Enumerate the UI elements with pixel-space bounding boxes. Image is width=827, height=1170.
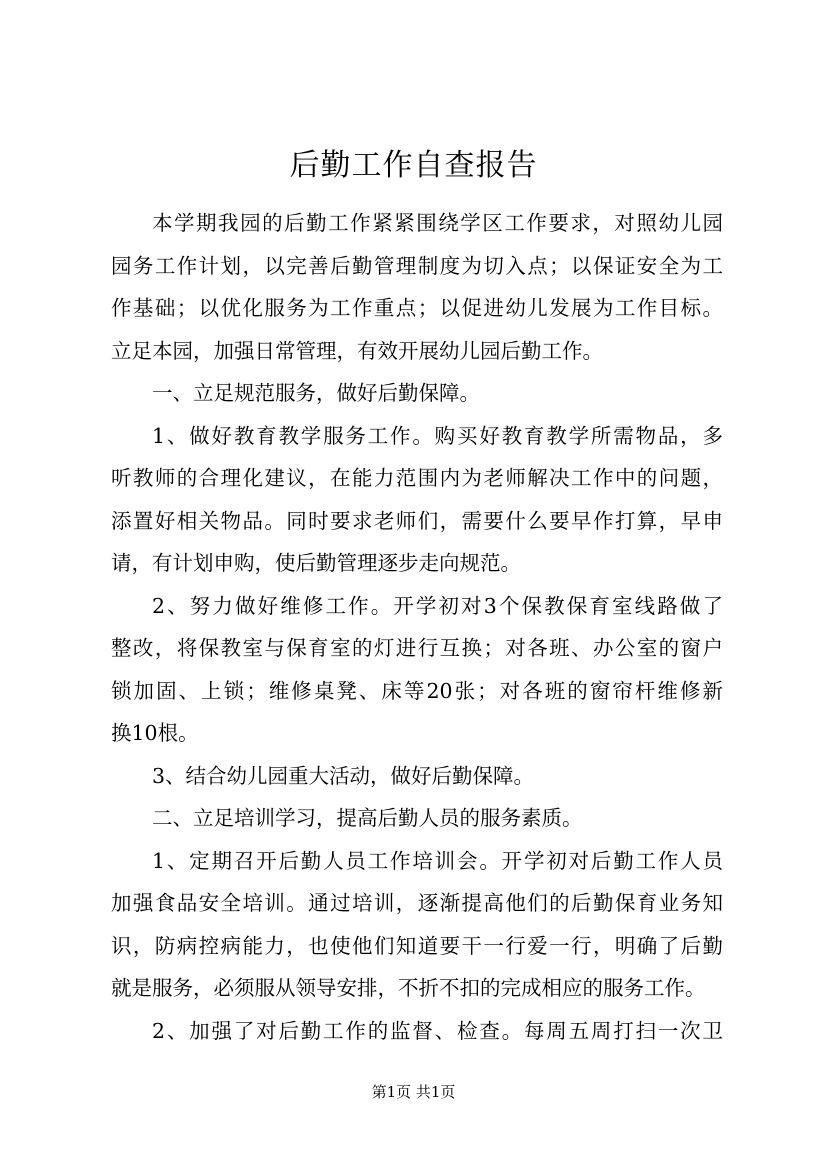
- text-line: 换10根。: [111, 721, 199, 745]
- text-line: 整改，将保教室与保育室的灯进行互换；对各班、办公室的窗户: [111, 636, 723, 660]
- text-line: 锁加固、上锁；维修桌凳、床等20张；对各班的窗帘杆维修新: [111, 678, 723, 703]
- paragraph-item-2-1: [111, 840, 723, 1010]
- text-line: 就是服务，必须服从领导安排，不折不扣的完成相应的服务工作。: [111, 976, 706, 1000]
- text-line: 3、结合幼儿园重大活动，做好后勤保障。: [152, 763, 535, 788]
- paragraph-item-1-3: [111, 755, 723, 798]
- text-line: 园务工作计划，以完善后勤管理制度为切入点；以保证安全为工: [111, 253, 723, 278]
- text-line: 一、立足规范服务，做好后勤保障。: [152, 381, 480, 405]
- text-line: 听教师的合理化建议，在能力范围内为老师解决工作中的问题，: [111, 466, 723, 490]
- section-heading-1: [111, 372, 723, 415]
- text-line: 作基础；以优化服务为工作重点；以促进幼儿发展为工作目标。: [111, 296, 723, 320]
- text-line: 请，有计划申购，使后勤管理逐步走向规范。: [111, 551, 521, 575]
- text-line: 添置好相关物品。同时要求老师们，需要什么要早作打算，早申: [111, 508, 723, 533]
- page-footer: 第1页 共1页: [371, 1083, 456, 1101]
- document-title: 后勤工作自查报告: [289, 148, 538, 183]
- document-body: [111, 202, 723, 1052]
- text-line: 加强食品安全培训。通过培训，逐渐提高他们的后勤保育业务知: [111, 891, 723, 915]
- text-line: 1、做好教育教学服务工作。购买好教育教学所需物品，多: [152, 423, 723, 448]
- text-line: 2、加强了对后勤工作的监督、检查。每周五周打扫一次卫: [152, 1018, 723, 1043]
- paragraph-item-2-2: [111, 1010, 723, 1053]
- text-line: 识，防病控病能力，也使他们知道要干一行爱一行，明确了后勤: [111, 933, 723, 958]
- section-heading-2: [111, 797, 723, 840]
- text-line: 立足本园，加强日常管理，有效开展幼儿园后勤工作。: [111, 338, 603, 363]
- paragraph-item-1-1: [111, 415, 723, 585]
- text-line: 本学期我园的后勤工作紧紧围绕学区工作要求，对照幼儿园: [152, 211, 723, 235]
- text-line: 2、努力做好维修工作。开学初对3个保教保育室线路做了: [152, 593, 723, 618]
- paragraph-item-1-2: [111, 585, 723, 755]
- text-line: 二、立足培训学习，提高后勤人员的服务素质。: [152, 806, 583, 830]
- text-line: 1、定期召开后勤人员工作培训会。开学初对后勤工作人员: [152, 848, 723, 873]
- paragraph-intro: [111, 202, 723, 372]
